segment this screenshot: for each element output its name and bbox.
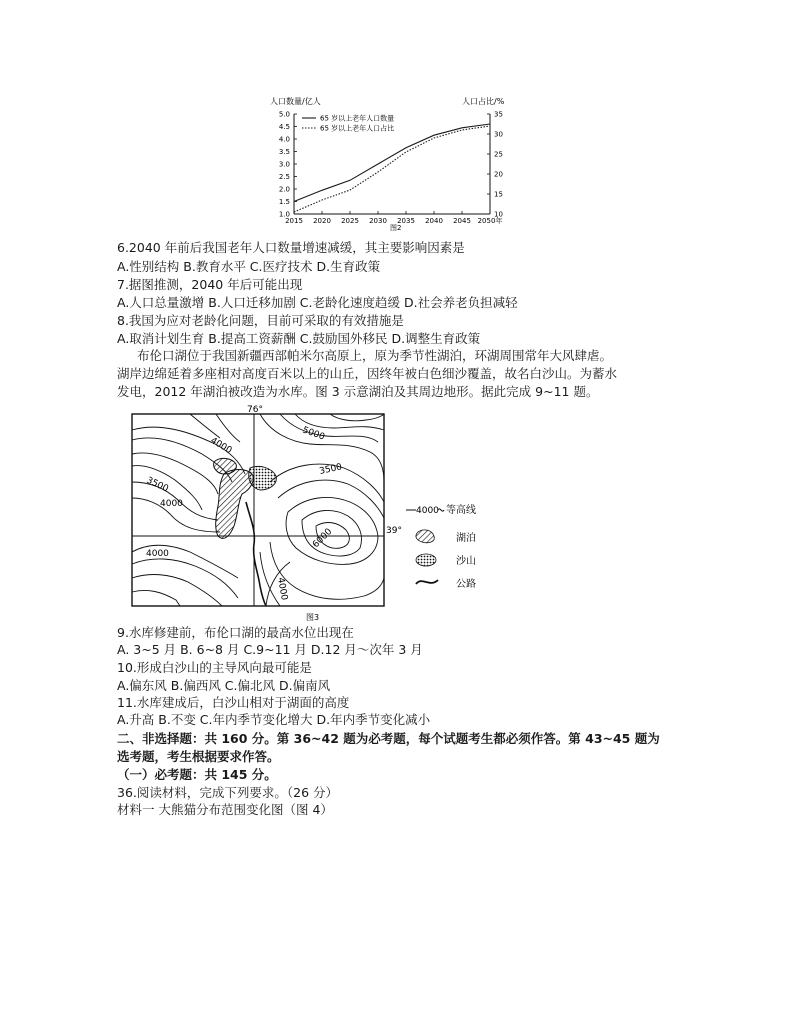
contour-label: 5000 [300, 425, 326, 443]
y-left-tick-label: 3.0 [278, 160, 290, 169]
legend-contour-value: 4000 [416, 506, 439, 516]
passage-line-1: 布伦口湖位于我国新疆西部帕米尔高原上，原为季节性湖泊，环湖周围常年大风肆虐。 [137, 348, 613, 363]
legend-road-text: 公路 [456, 579, 476, 590]
series-line-2 [294, 126, 490, 212]
question-6: 6.2040 年前后我国老年人口数量增速减缓，其主要影响因素是 [117, 240, 465, 255]
legend-sand-icon [416, 554, 436, 566]
question-11: 11.水库建成后，白沙山相对于湖面的高度 [117, 695, 350, 710]
question-10-options: A.偏东风 B.偏西风 C.偏北风 D.偏南风 [117, 678, 331, 693]
contour-label: 3500 [144, 475, 170, 495]
series-line-1 [294, 124, 490, 202]
question-11-options: A.升高 B.不变 C.年内季节变化增大 D.年内季节变化减小 [117, 712, 431, 727]
contour-label: 4000 [208, 435, 234, 457]
contour-label: 4000 [146, 549, 169, 559]
y-left-tick-label: 4.0 [278, 135, 290, 144]
legend-label-1: 65 岁以上老年人口数量 [320, 114, 395, 123]
question-9-options: A. 3~5 月 B. 6~8 月 C.9~11 月 D.12 月～次年 3 月 [117, 642, 423, 657]
y-right-tick-label: 30 [494, 130, 503, 139]
y-left-tick-label: 1.0 [278, 210, 290, 219]
y-left-tick-label: 1.5 [278, 198, 290, 206]
contour-label: 3500 [318, 462, 344, 477]
lake-area-north [214, 458, 237, 474]
legend-lake-text: 湖泊 [456, 533, 476, 544]
legend-road-icon [416, 580, 438, 584]
question-7: 7.据图推测，2040 年后可能出现 [117, 277, 303, 292]
contour-label: 4000 [275, 576, 289, 602]
y-left-tick-label: 4.5 [278, 123, 290, 131]
legend-contour-text: 等高线 [446, 505, 476, 516]
y-right-tick-label: 25 [494, 150, 503, 159]
y-right-axis-label: 人口占比/% [462, 97, 505, 106]
lake-area [216, 470, 254, 539]
y-right-tick-label: 15 [494, 190, 503, 199]
x-tick-label: 2050年 [477, 217, 503, 225]
question-6-options: A.性别结构 B.教育水平 C.医疗技术 D.生育政策 [117, 259, 381, 274]
section-2-sub: （一）必考题：共 145 分。 [117, 767, 277, 782]
section-2-heading: 二、非选择题：共 160 分。第 36~42 题为必考题，每个试题考生都必须作答。第 43~45 题为 [117, 731, 660, 746]
y-left-axis-label: 人口数量/亿人 [270, 97, 321, 106]
population-chart [262, 96, 512, 232]
y-left-tick-label: 2.5 [278, 173, 290, 181]
question-9: 9.水库修建前，布伦口湖的最高水位出现在 [117, 625, 354, 640]
question-10: 10.形成白沙山的主导风向最可能是 [117, 660, 312, 675]
population-chart-svg [262, 96, 512, 232]
topographic-map [120, 402, 520, 624]
passage-line-3: 发电，2012 年湖泊被改造为水库。图 3 示意湖泊及其周边地形。据此完成 9~11 题。 [117, 384, 599, 399]
chart-caption: 图2 [390, 224, 402, 232]
x-tick-label: 2020 [313, 217, 331, 225]
contour-label: 6000 [311, 526, 335, 551]
contour-label: 4000 [160, 499, 183, 509]
x-tick-label: 2030 [369, 217, 387, 225]
y-left-tick-label: 2.0 [278, 185, 290, 194]
sand-mountain [249, 466, 277, 490]
y-right-tick-label: 35 [494, 110, 503, 119]
material-1: 材料一 大熊猫分布范围变化图（图 4） [117, 802, 333, 817]
passage-line-2: 湖岸边绵延着多座相对高度百米以上的山丘，因终年被白色细沙覆盖，故名白沙山。为蓄水 [117, 366, 618, 381]
legend-sand-text: 沙山 [456, 556, 476, 567]
x-tick-label: 2035 [397, 217, 415, 225]
topographic-map-svg [120, 402, 520, 624]
y-right-tick-label: 20 [494, 170, 503, 179]
section-2-heading-cont: 选考题，考生根据要求作答。 [117, 749, 280, 764]
legend-label-2: 65 岁以上老年人口占比 [320, 124, 395, 133]
question-7-options: A.人口总量激增 B.人口迁移加剧 C.老龄化速度趋缓 D.社会养老负担减轻 [117, 295, 518, 310]
y-left-tick-label: 3.5 [278, 148, 290, 156]
question-36: 36.阅读材料，完成下列要求。（26 分） [117, 785, 339, 800]
x-tick-label: 2015 [285, 217, 303, 225]
y-left-tick-label: 5.0 [278, 110, 290, 119]
y-right-tick-label: 10 [494, 210, 503, 219]
x-tick-label: 2045 [453, 217, 471, 225]
question-8-options: A.取消计划生育 B.提高工资薪酬 C.鼓励国外移民 D.调整生育政策 [117, 331, 481, 346]
latitude-label: 39° [386, 526, 402, 536]
road-line [246, 502, 266, 606]
legend-lake-icon [416, 530, 434, 543]
x-tick-label: 2040 [425, 217, 443, 225]
question-8: 8.我国为应对老龄化问题，目前可采取的有效措施是 [117, 313, 404, 328]
map-legend [406, 503, 476, 590]
longitude-label: 76° [247, 405, 263, 415]
x-tick-label: 2025 [341, 217, 359, 225]
map-caption: 图3 [306, 613, 320, 622]
